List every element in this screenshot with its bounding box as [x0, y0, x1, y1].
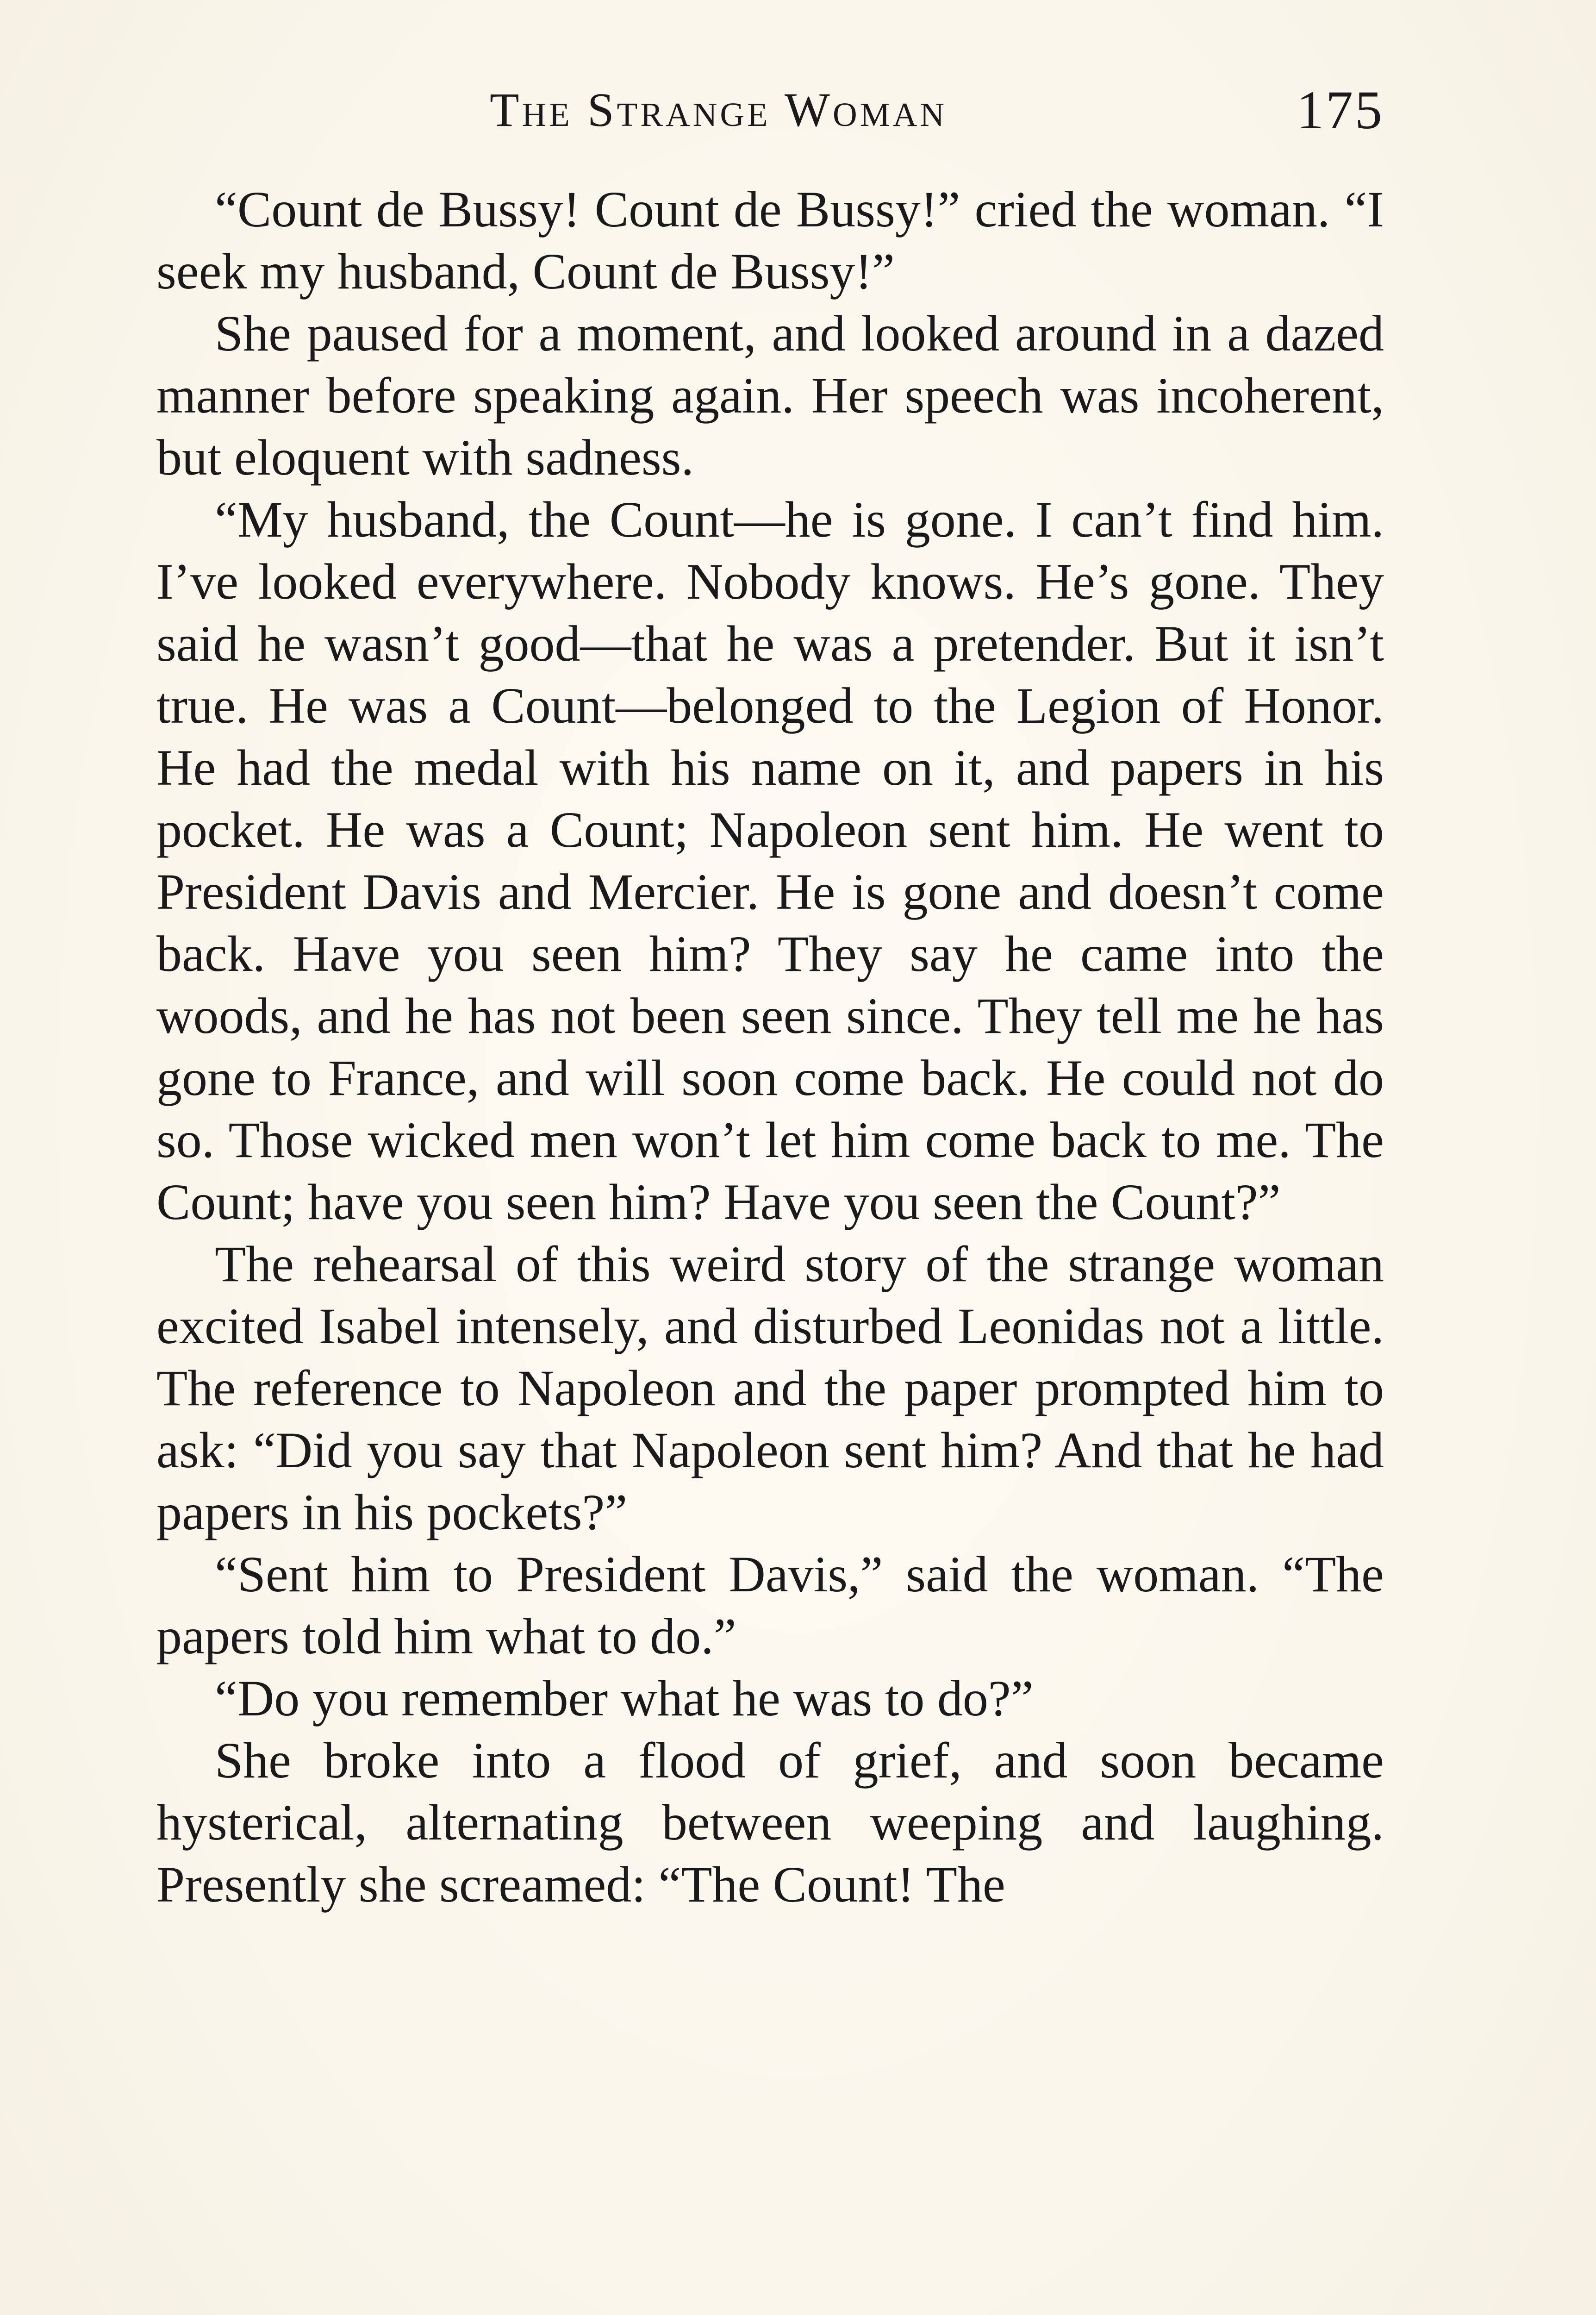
paragraph: She paused for a moment, and looked around in a dazed manner before speaking again. Her speech was incoherent, but eloquent with sadness.: [156, 305, 1384, 486]
paragraph: “Count de Bussy! Count de Bussy!” cried the woman. “I seek my husband, Count de Bussy!”: [156, 181, 1384, 300]
running-title: The Strange Woman: [490, 83, 948, 137]
page-number: 175: [1297, 80, 1384, 140]
paragraph: “Sent him to President Davis,” said the woman. “The papers told him what to do.”: [156, 1546, 1384, 1664]
paragraph: She broke into a flood of grief, and soon became hysterical, alternating between weeping and laughing. Presently she screamed: “The Count! The: [156, 1732, 1384, 1913]
paragraph: “My husband, the Count—he is gone. I can’t find him. I’ve looked everywhere. Nobody knows. He’s gone. They said he wasn’t good—that he was a pretender. But it isn’t true. He was a Count—belonged to the Legion of Honor. He had the medal with his name on it, and papers in his pocket. He was a Count; Napoleon sent him. He went to President Davis and Mercier. He is gone and doesn’t come back. Have you seen him? They say he came into the woods, and he has not been seen since. They tell me he has gone to France, and will soon come back. He could not do so. Those wicked men won’t let him come back to me. The Count; have you seen him? Have you seen the Count?”: [156, 491, 1384, 1230]
paragraph: “Do you remember what he was to do?”: [215, 1670, 1034, 1727]
running-head: [156, 78, 1384, 143]
body-text: [156, 178, 1384, 1915]
paragraph: The rehearsal of this weird story of the strange woman excited Isabel intensely, and disturbed Leonidas not a little. The reference to Napoleon and the paper prompted him to ask: “Did you say that Napoleon sent him? And that he had papers in his pockets?”: [156, 1236, 1384, 1540]
